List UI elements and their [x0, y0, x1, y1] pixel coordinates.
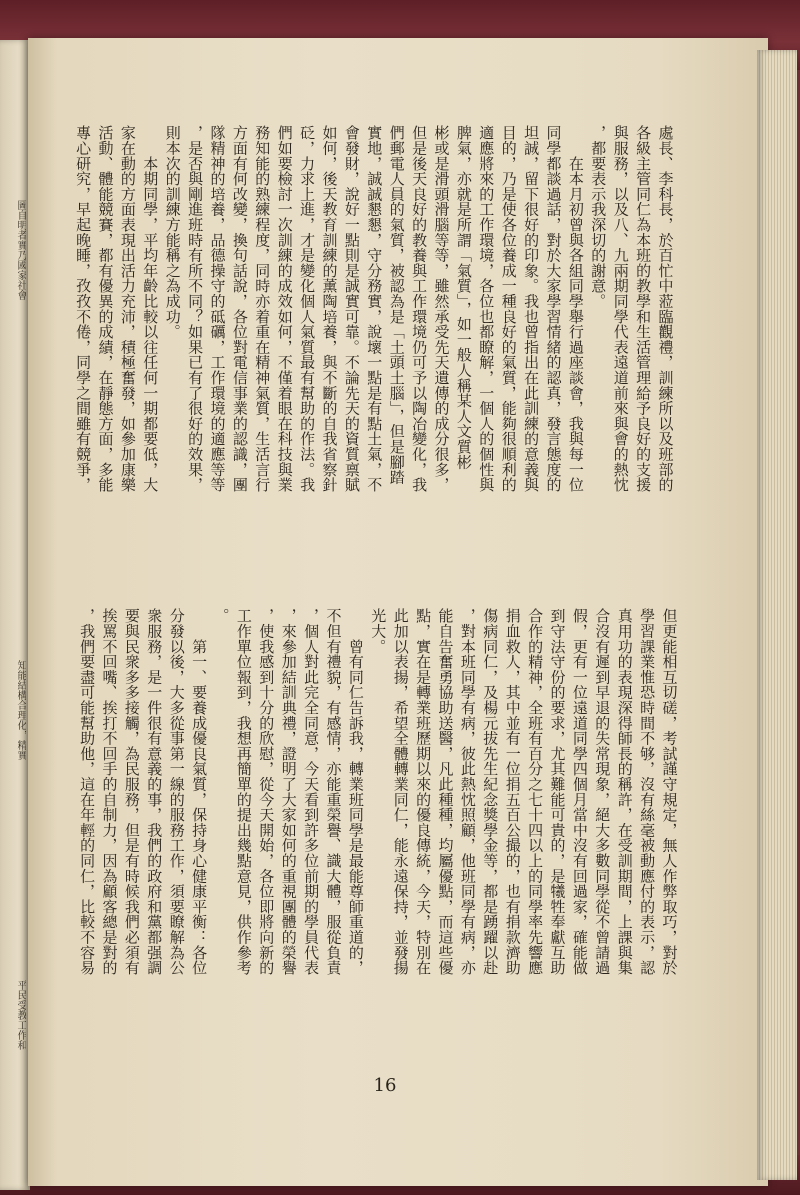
- text-column: 此加以表揚，希望全體轉業同仁，能永遠保持，並發揚: [391, 608, 410, 976]
- text-column: 脾氣，亦就是所謂「氣質」，如一般人稱某人文質彬: [454, 125, 473, 470]
- text-column: 工作單位報到，我想再簡單的提出幾點意見，供作參考: [234, 608, 253, 976]
- text-column: 要與民衆多多接觸，為民服務，但是有時候我們必須有: [122, 608, 141, 976]
- text-column: 第一、要養成優良氣質，保持身心健康平衡：各位: [190, 608, 209, 976]
- text-column: 彬或是滑頭滑腦等等，雖然承受先天遺傳的成分很多，: [432, 125, 451, 493]
- text-column: 。: [212, 608, 231, 624]
- text-column: 們如要檢討一次訓練的成效如何，不僅着眼在科技與業: [275, 125, 294, 493]
- text-column: 同學都談過話，對於大家學習情緒的認真，發言態度的: [544, 125, 563, 493]
- text-column: 各級主管同仁為本班的教學和生活管理給予良好的支援: [634, 125, 653, 493]
- adjacent-page: [0, 40, 30, 1190]
- text-column: ，是否與剛進班時有所不同？如果已有了很好的效果，: [186, 125, 205, 493]
- text-column: 務知能的熟練程度，同時亦着重在精神氣質，生活言行: [253, 125, 272, 493]
- text-column: 適應將來的工作環境，各位也都瞭解，一個人的個性與: [477, 125, 496, 493]
- text-column: ，對本班同學有病，彼此熱忱照顧，他班同學有病，亦: [458, 608, 477, 976]
- text-column: 會發財，說好一點則是誠實可靠。不論先天的資質禀賦: [342, 125, 361, 493]
- text-column: 不但有禮貌，有感情，亦能重榮譽、識大體，服從負責: [324, 608, 343, 976]
- text-column: 能自告奮勇協助送醫，凡此種種，均屬優點，而這些優: [436, 608, 455, 976]
- text-column: ，都要表示我深切的謝意。: [589, 125, 608, 309]
- text-column: 處長、李科長，於百忙中蒞臨觀禮，訓練所以及班部的: [656, 125, 675, 493]
- text-column: 坦誠，留下很好的印象。我也曾指出在此訓練的意義與: [522, 125, 541, 493]
- text-column: 活動、體能競賽，都有優異的成績，在靜態方面，多能: [96, 125, 115, 493]
- text-column: 合作的精神，全班有百分之七十四以上的同學率先響應: [526, 608, 545, 976]
- text-column: 們郵電人員的氣質，被認為是「土頭土腦」，但是腳踏: [387, 125, 406, 485]
- text-column: 點，實在是轉業班歷期以來的優良傳統，今天，特別在: [414, 608, 433, 976]
- text-column: 砭，力求上進，才是變化個人氣質最有幫助的作法。我: [298, 125, 317, 493]
- text-column: 專心研究，早起晚睡，孜孜不倦，同學之間雖有競爭，: [74, 125, 93, 493]
- text-column: 捐血救人，其中並有一位捐五百公撮的，也有捐款濟助: [503, 608, 522, 976]
- text-column: 光大。: [369, 608, 388, 654]
- page-number: 16: [373, 1075, 397, 1096]
- text-column: ，我們要盡可能幫助他，這在年輕的同仁，比較不容易: [78, 608, 97, 976]
- text-column: ，個人對此完全同意，今天看到許多位前期的學員代表: [302, 608, 321, 976]
- text-column: 方面有何改變，換句話說，各位對電信事業的認識，團: [230, 125, 249, 493]
- text-column: 合沒有遲到早退的失常現象，絕大多數同學從不曾請過: [593, 608, 612, 976]
- text-column: 本期同學，平均年齡比較以往任何一期都要低，大: [141, 125, 160, 493]
- text-column: 真用功的表現深得師長的稱許，在受訓期間，上課與集: [615, 608, 634, 976]
- text-column: 曾有同仁告訴我，轉業班同學是最能尊師重道的，: [346, 608, 365, 976]
- adjacent-text: 圖自明者實乃國家社會: [15, 200, 26, 300]
- text-column: 傷病同仁，及楊元拔先生紀念獎學金等，都是踴躍以赴: [481, 608, 500, 976]
- page-edges: [757, 50, 797, 1180]
- text-column: 目的，乃是使各位養成一種良好的氣質，能夠很順利的: [499, 125, 518, 493]
- text-column: 在本月初曾與各組同學舉行過座談會，我與每一位: [566, 125, 585, 493]
- text-column: 家在動的方面表現出活力充沛，積極奮發，如參加康樂: [118, 125, 137, 493]
- text-column: 隊精神的培養，品德操守的砥礪，工作環境的適應等等: [208, 125, 227, 493]
- text-column: 衆服務，是一件很有意義的事，我們的政府和黨都强調: [145, 608, 164, 976]
- text-column: 如何，後天教育訓練的薰陶培養，與不斷的自我省察針: [320, 125, 339, 493]
- text-column: 但是後天良好的教養與工作環境仍可予以陶冶變化，我: [410, 125, 429, 493]
- adjacent-text: 平民受教工作和: [15, 980, 26, 1050]
- adjacent-text: 知能結構合理化，精實: [15, 660, 26, 760]
- text-column: ，來參加結訓典禮，證明了大家如何的重視團體的榮譽: [279, 608, 298, 976]
- text-column: 分發以後，大多從事第一線的服務工作，須要瞭解為公: [167, 608, 186, 976]
- text-column: 到守法守份的要求，尤其難能可貴的，是犧牲奉獻互助: [548, 608, 567, 976]
- text-column: ，使我感到十分的欣慰，從今天開始，各位即將向新的: [257, 608, 276, 976]
- text-column: 但更能相互切磋，考試謹守規定，無人作弊取巧，對於: [660, 608, 679, 976]
- text-column: 假，更有一位遠道同學四個月當中沒有回過家，確能做: [570, 608, 589, 976]
- text-column: 與服務，以及八、九兩期同學代表遠道前來與會的熱忱: [611, 125, 630, 493]
- text-column: 挨罵不回嘴、挨打不回手的自制力，因為顧客總是對的: [100, 608, 119, 976]
- text-column: 學習課業惟恐時間不够，沒有絲毫被動應付的表示，認: [638, 608, 657, 976]
- text-column: 實地，誠誠懇懇，守分務實，說壞一點是有點土氣，不: [365, 125, 384, 493]
- text-column: 則本次的訓練方能稱之為成功。: [163, 125, 182, 340]
